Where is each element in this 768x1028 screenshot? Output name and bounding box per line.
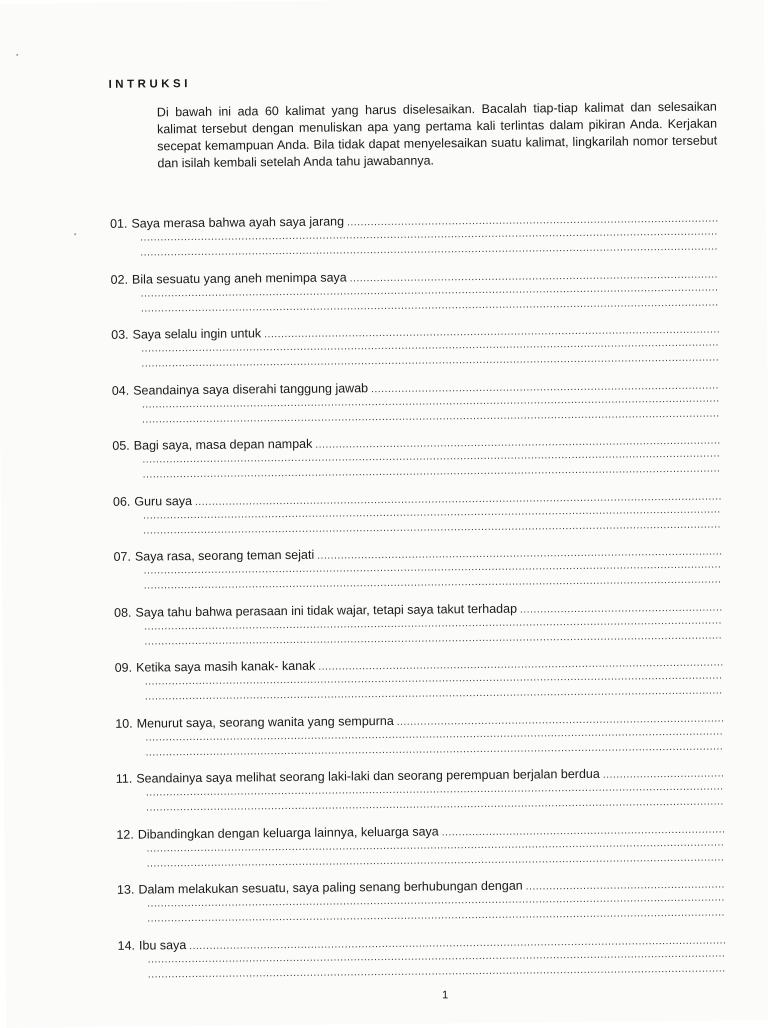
answer-blank[interactable] bbox=[371, 377, 720, 393]
item-prompt-text: Menurut saya, seorang wanita yang sempurna bbox=[136, 713, 394, 731]
instructions-paragraph: Di bawah ini ada 60 kalimat yang harus diselesaikan. Bacalah tiap-tiap kalimat dan selesaikan kalimat tersebut dengan menuliskan apa yang pertama kali terlintas dalam pikiran Anda. Kerjakan secepat kemampuan Anda. Bila tidak dapat menyelesaikan suatu kalimat, lingkarilah nomor tersebut dan isilah kembali setelah Anda tahu jawabannya. bbox=[156, 99, 718, 171]
item-number: 09. bbox=[114, 660, 133, 675]
item-prompt-text: Dalam melakukan sesuatu, saya paling senang berhubungan dengan bbox=[138, 878, 523, 897]
item-number: 01. bbox=[109, 216, 128, 231]
item-prompt-text: Seandainya saya diserahi tanggung jawab bbox=[133, 380, 369, 398]
item-number: 10. bbox=[115, 716, 133, 731]
sentence-item bbox=[111, 262, 720, 324]
sentence-item bbox=[115, 650, 724, 712]
item-prompt-text: Bagi saya, masa depan nampak bbox=[133, 436, 313, 453]
sentence-item bbox=[115, 706, 724, 768]
sentence-item bbox=[116, 761, 725, 823]
sentence-item bbox=[117, 928, 726, 990]
sentence-item bbox=[114, 595, 723, 657]
answer-blank[interactable] bbox=[397, 710, 724, 725]
item-number: 05. bbox=[112, 438, 130, 453]
answer-blank[interactable] bbox=[347, 210, 718, 226]
sentence-item bbox=[117, 872, 726, 934]
page-number: 1 bbox=[442, 989, 449, 1002]
paper-speck bbox=[74, 233, 76, 235]
item-number: 02. bbox=[110, 272, 129, 287]
sentence-item bbox=[113, 539, 722, 601]
paper-speck bbox=[16, 54, 18, 56]
answer-blank[interactable] bbox=[442, 821, 725, 836]
item-prompt-text: Seandainya saya melihat seorang laki-laki dan seorang perempuan berjalan berdua bbox=[136, 766, 600, 786]
item-number: 06. bbox=[112, 494, 131, 509]
sentence-item bbox=[111, 317, 720, 379]
item-number: 14. bbox=[117, 938, 136, 953]
item-number: 04. bbox=[111, 383, 130, 398]
item-prompt-text: Saya merasa bahwa ayah saya jarang bbox=[131, 214, 345, 231]
sentence-item bbox=[113, 484, 722, 546]
item-number: 12. bbox=[116, 827, 134, 842]
item-prompt-text: Saya rasa, seorang teman sejati bbox=[134, 547, 315, 564]
answer-blank[interactable] bbox=[526, 876, 725, 890]
item-number: 11. bbox=[115, 771, 133, 786]
answer-blank[interactable] bbox=[603, 765, 724, 778]
item-number: 08. bbox=[114, 605, 132, 620]
instructions-heading: INTRUKSI bbox=[108, 78, 191, 91]
item-number: 13. bbox=[116, 882, 135, 897]
sentence-item bbox=[116, 817, 725, 879]
item-prompt-text: Ibu saya bbox=[138, 937, 187, 953]
item-number: 07. bbox=[113, 549, 131, 564]
sentence-completion-list bbox=[110, 206, 726, 989]
item-prompt-text: Dibandingkan dengan keluarga lainnya, keluarga saya bbox=[137, 823, 439, 842]
item-prompt-text: Saya tahu bahwa perasaan ini tidak wajar, tetapi saya takut terhadap bbox=[135, 601, 518, 620]
item-prompt-text: Guru saya bbox=[134, 493, 193, 509]
sentence-item bbox=[110, 206, 719, 268]
sentence-item bbox=[112, 373, 721, 435]
item-prompt-text: Saya selalu ingin untuk bbox=[132, 326, 262, 342]
item-prompt-text: Bila sesuatu yang aneh menimpa saya bbox=[131, 269, 347, 287]
answer-blank[interactable] bbox=[350, 266, 719, 282]
item-prompt-text: Ketika saya masih kanak- kanak bbox=[136, 658, 316, 675]
sentence-item bbox=[112, 428, 721, 490]
answer-blank[interactable] bbox=[520, 599, 722, 613]
item-number: 03. bbox=[111, 327, 129, 342]
